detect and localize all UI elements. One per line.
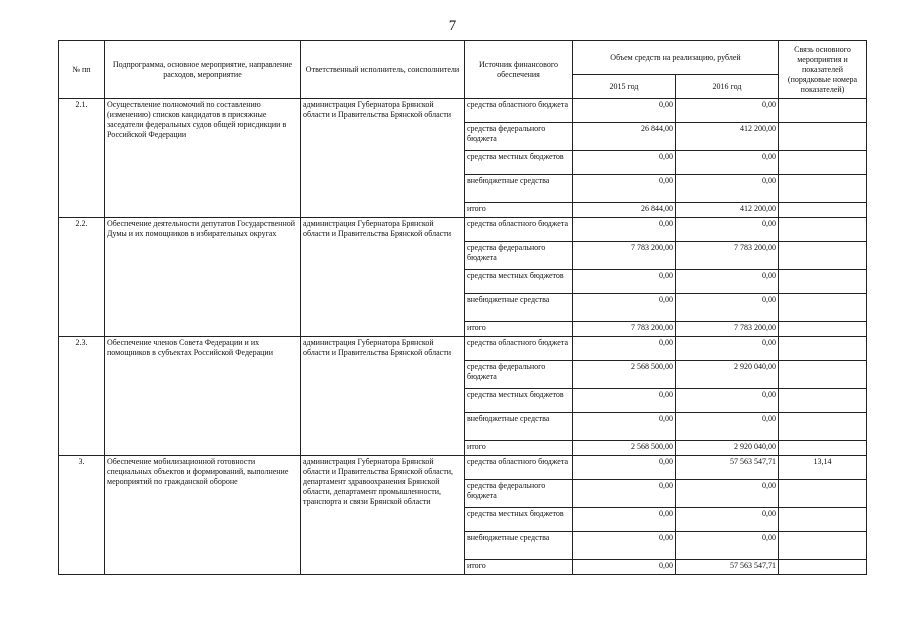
- indicator-link: [779, 175, 867, 203]
- amount-2015: 0,00: [573, 389, 676, 413]
- funding-source: внебюджетные средства: [465, 532, 573, 560]
- amount-2016: 0,00: [676, 294, 779, 322]
- total-2015: 7 783 200,00: [573, 322, 676, 337]
- indicator-link: [779, 203, 867, 218]
- header-executor: Ответственный исполнитель, соисполнители: [301, 41, 465, 99]
- amount-2016: 0,00: [676, 508, 779, 532]
- funding-source: средства федерального бюджета: [465, 123, 573, 151]
- total-2016: 412 200,00: [676, 203, 779, 218]
- amount-2015: 0,00: [573, 337, 676, 361]
- indicator-link: [779, 270, 867, 294]
- program-name: Осуществление полномочий по составлению (изменению) списков кандидатов в присяжные заседатели федеральных судов общей юрисдикции в Российской Федерации: [105, 99, 301, 218]
- amount-2015: 0,00: [573, 532, 676, 560]
- funding-source: средства федерального бюджета: [465, 480, 573, 508]
- funding-source: средства местных бюджетов: [465, 151, 573, 175]
- total-label: итого: [465, 441, 573, 456]
- header-link: Связь основного мероприятия и показателей (порядковые номера показателей): [779, 41, 867, 99]
- funding-source: средства областного бюджета: [465, 99, 573, 123]
- indicator-link: [779, 508, 867, 532]
- budget-table: [58, 40, 867, 575]
- indicator-link: 13,14: [779, 456, 867, 480]
- table-row: [59, 337, 867, 361]
- indicator-link: [779, 322, 867, 337]
- amount-2015: 0,00: [573, 99, 676, 123]
- header-year-2015: 2015 год: [573, 75, 676, 99]
- amount-2015: 0,00: [573, 413, 676, 441]
- row-number: 2.3.: [59, 337, 105, 456]
- header-num: № пп: [59, 41, 105, 99]
- amount-2016: 0,00: [676, 337, 779, 361]
- indicator-link: [779, 218, 867, 242]
- indicator-link: [779, 480, 867, 508]
- amount-2016: 0,00: [676, 175, 779, 203]
- funding-source: внебюджетные средства: [465, 294, 573, 322]
- total-2015: 0,00: [573, 560, 676, 575]
- total-label: итого: [465, 203, 573, 218]
- header-program: Подпрограмма, основное мероприятие, направление расходов, мероприятие: [105, 41, 301, 99]
- amount-2016: 0,00: [676, 99, 779, 123]
- header-volume: Объем средств на реализацию, рублей: [573, 41, 779, 75]
- indicator-link: [779, 337, 867, 361]
- amount-2016: 0,00: [676, 270, 779, 294]
- table-body: [59, 99, 867, 575]
- row-number: 2.1.: [59, 99, 105, 218]
- indicator-link: [779, 532, 867, 560]
- amount-2015: 0,00: [573, 151, 676, 175]
- table-row: [59, 99, 867, 123]
- total-2015: 2 568 500,00: [573, 441, 676, 456]
- amount-2015: 0,00: [573, 294, 676, 322]
- amount-2015: 0,00: [573, 480, 676, 508]
- funding-source: средства федерального бюджета: [465, 361, 573, 389]
- indicator-link: [779, 389, 867, 413]
- indicator-link: [779, 99, 867, 123]
- amount-2015: 0,00: [573, 218, 676, 242]
- executor-name: администрация Губернатора Брянской области и Правительства Брянской области: [301, 218, 465, 337]
- amount-2015: 0,00: [573, 175, 676, 203]
- amount-2015: 0,00: [573, 508, 676, 532]
- indicator-link: [779, 242, 867, 270]
- funding-source: внебюджетные средства: [465, 175, 573, 203]
- amount-2016: 0,00: [676, 413, 779, 441]
- amount-2015: 2 568 500,00: [573, 361, 676, 389]
- amount-2015: 0,00: [573, 456, 676, 480]
- amount-2016: 2 920 040,00: [676, 361, 779, 389]
- amount-2016: 0,00: [676, 532, 779, 560]
- indicator-link: [779, 413, 867, 441]
- funding-source: средства областного бюджета: [465, 218, 573, 242]
- header-source: Источник финансового обеспечения: [465, 41, 573, 99]
- funding-source: внебюджетные средства: [465, 413, 573, 441]
- amount-2015: 0,00: [573, 270, 676, 294]
- total-2016: 7 783 200,00: [676, 322, 779, 337]
- header-year-2016: 2016 год: [676, 75, 779, 99]
- total-label: итого: [465, 322, 573, 337]
- amount-2016: 57 563 547,71: [676, 456, 779, 480]
- executor-name: администрация Губернатора Брянской области и Правительства Брянской области: [301, 337, 465, 456]
- amount-2015: 7 783 200,00: [573, 242, 676, 270]
- total-label: итого: [465, 560, 573, 575]
- indicator-link: [779, 560, 867, 575]
- funding-source: средства областного бюджета: [465, 456, 573, 480]
- funding-source: средства местных бюджетов: [465, 508, 573, 532]
- funding-source: средства областного бюджета: [465, 337, 573, 361]
- row-number: 3.: [59, 456, 105, 575]
- indicator-link: [779, 123, 867, 151]
- total-2016: 57 563 547,71: [676, 560, 779, 575]
- amount-2016: 412 200,00: [676, 123, 779, 151]
- program-name: Обеспечение деятельности депутатов Государственной Думы и их помощников в избирательных округах: [105, 218, 301, 337]
- table-row: [59, 218, 867, 242]
- indicator-link: [779, 151, 867, 175]
- funding-source: средства местных бюджетов: [465, 270, 573, 294]
- executor-name: администрация Губернатора Брянской области и Правительства Брянской области: [301, 99, 465, 218]
- amount-2016: 7 783 200,00: [676, 242, 779, 270]
- amount-2016: 0,00: [676, 151, 779, 175]
- executor-name: администрация Губернатора Брянской области и Правительства Брянской области, департамент здравоохранения Брянской области, департамент промышленности, транспорта и связи Брянской области: [301, 456, 465, 575]
- amount-2016: 0,00: [676, 480, 779, 508]
- indicator-link: [779, 294, 867, 322]
- program-name: Обеспечение членов Совета Федерации и их помощников в субъектах Российской Федерации: [105, 337, 301, 456]
- funding-source: средства федерального бюджета: [465, 242, 573, 270]
- amount-2016: 0,00: [676, 389, 779, 413]
- amount-2015: 26 844,00: [573, 123, 676, 151]
- table-row: [59, 456, 867, 480]
- amount-2016: 0,00: [676, 218, 779, 242]
- indicator-link: [779, 441, 867, 456]
- page-number: 7: [448, 18, 457, 34]
- total-2016: 2 920 040,00: [676, 441, 779, 456]
- total-2015: 26 844,00: [573, 203, 676, 218]
- indicator-link: [779, 361, 867, 389]
- row-number: 2.2.: [59, 218, 105, 337]
- funding-source: средства местных бюджетов: [465, 389, 573, 413]
- program-name: Обеспечение мобилизационной готовности специальных объектов и формирований, выполнение мероприятий по гражданской обороне: [105, 456, 301, 575]
